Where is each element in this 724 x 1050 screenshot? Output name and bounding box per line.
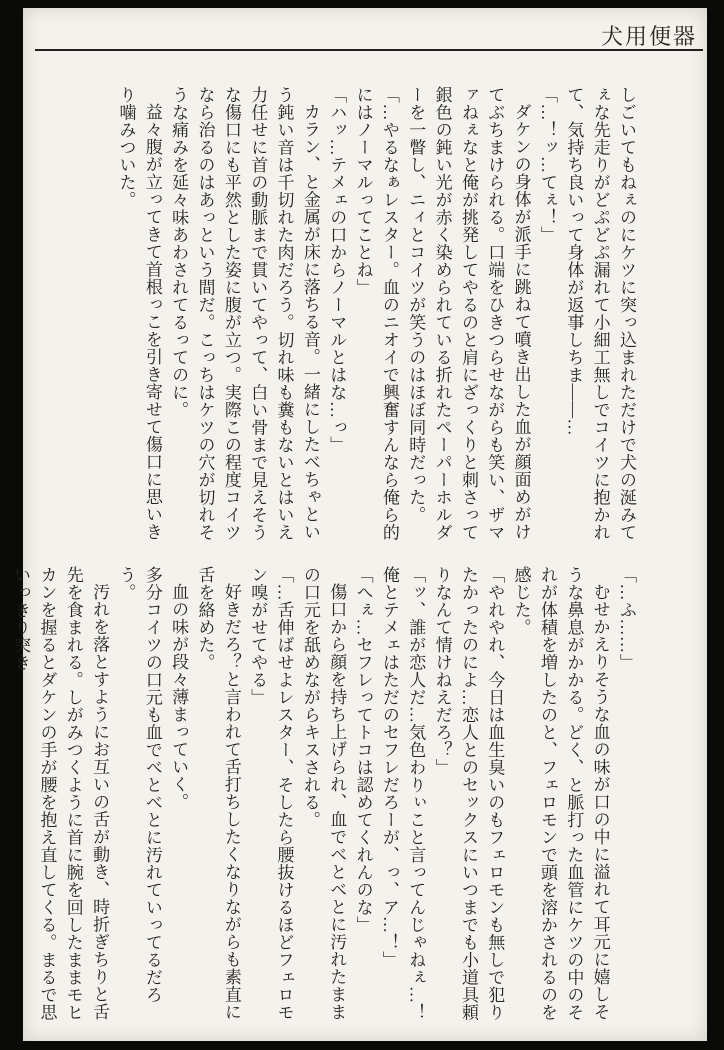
paragraph: 多分コイツの口元も血でべとべとに汚れていってるだろう。	[116, 566, 162, 1004]
document-page	[11, 8, 707, 1041]
paragraph: カラン、と金属が床に落ちる音。一緒にしたべちゃという鈍い音は千切れた肉だろう。切れ味も糞もないとはいえ力任せに首の動脈まで貫いてやって、白い骨まで見えそうな傷口にも平然とした姿に腹が立つ。実際この程度コイツなら治るのはあっという間だ。こっちはケツの穴が切れそうな痛みを延々味あわされてるってのに。	[169, 86, 320, 541]
paragraph: ダケンの身体が派手に跳ねて噴き出した血が顔面めがけてぶちまけられる。口端をひきつらせながらも笑い、ザマァねぇなと俺が挑発してやるのと肩にざっくりと刺さって銀色の鈍い光が赤く染められている折れたペーパーホルダーを一瞥し、ニィとコイツが笑うのはほぼ同時だった。	[406, 86, 531, 541]
paragraph: 好きだろ？と言われて舌打ちしたくなりながらも素直に舌を絡めた。	[195, 566, 241, 1021]
paragraph: 「…舌伸ばせよレスター、そしたら腰抜けるほどフェロモン嗅がせてやる」	[248, 566, 294, 1021]
paragraph: 汚れを落とすようにお互いの舌が動き、時折ぎちりと舌先を食まれる。しがみつくように首に腕を回したままモヒカンを握るとダケンの手が腰を抱え直してくる。まるで思いっきり突き	[11, 566, 110, 1021]
paragraph: 血の味が段々薄まっていく。	[169, 583, 189, 811]
header-rule	[35, 49, 703, 51]
top-text-block	[112, 86, 639, 554]
paragraph: 「…ふ……」	[617, 566, 636, 671]
paragraph: しごいてもねぇのにケツに突っ込まれただけで犬の涎みてぇな先走りがどぷどぷ漏れて小細工無しでコイツに抱かれて、気持ち良いって身体が返事しちま――…	[564, 86, 636, 541]
paragraph: むせかえりそうな血の味が口の中に溢れて耳元に嬉しそうな鼻息がかかる。どく、と脈打った血管にケツの中のそれが体積を増したのと、フェロモンで頭を溶かされるのを感じた。	[511, 566, 610, 1021]
paragraph: 「やれやれ、今日は血生臭いのもフェロモンも無しで犯りたかったのによ…恋人とのセックスにいつまでも小道具頼りなんて情けねえだろ？」	[432, 566, 505, 1021]
paragraph: 「ッ、誰が恋人だ…気色わりぃこと言ってんじゃねぇ…！俺とテメェはただのセフレだろーが、っ、ア…！」	[379, 566, 426, 1021]
page-header-title: 犬用便器	[600, 24, 697, 49]
paragraph: 傷口から顔を持ち上げられ、血でべとべとに汚れたままの口元を舐めながらキスされる。	[300, 566, 347, 1021]
bottom-text-block	[7, 566, 639, 1034]
paragraph: 「ハッ…テメェの口からノーマルとはな…っ」	[327, 86, 347, 454]
paragraph: 「へぇ…セフレってトコは認めてくれんのな」	[353, 566, 373, 934]
paragraph: 「…！ッ…てぇ！」	[537, 86, 557, 244]
paragraph: 「…やるなぁレスター。血のニオイで興奮すんなら俺ら的にはノーマルってことね」	[353, 86, 399, 541]
paragraph: 益々腹が立ってきて首根っこを引き寄せて傷口に思いきり噛みついた。	[116, 86, 162, 541]
